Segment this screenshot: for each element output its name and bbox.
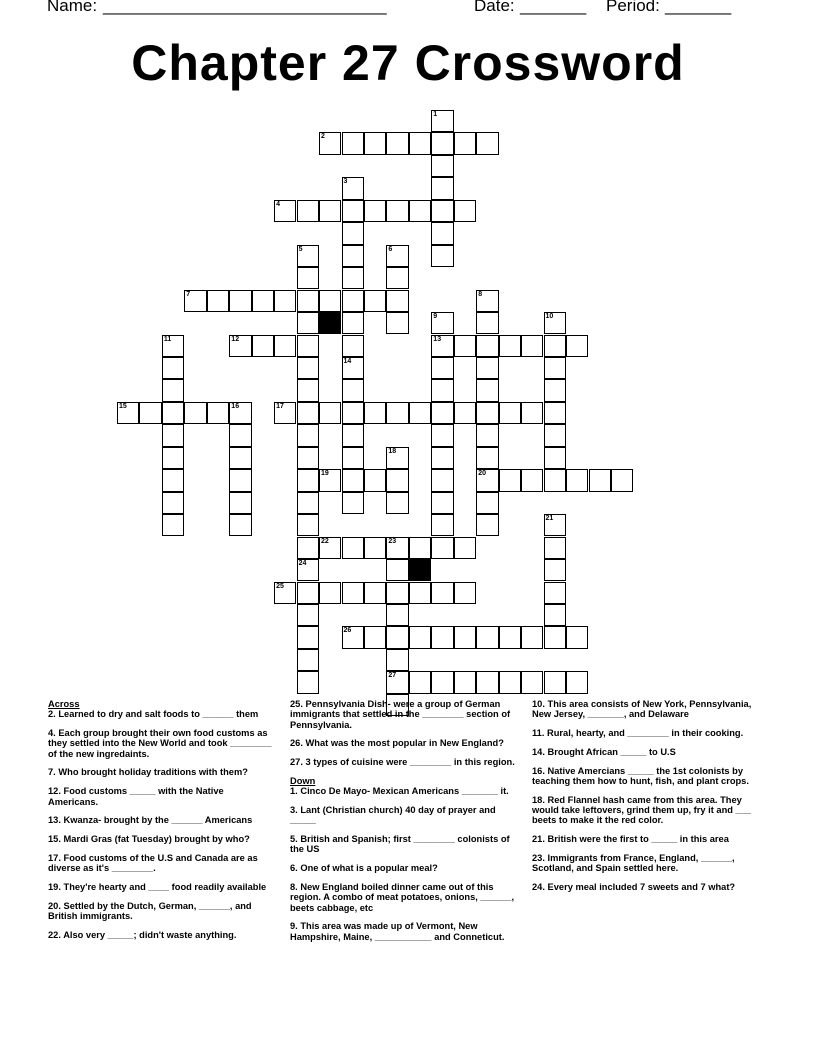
name-label: Name: [47,0,98,15]
grid-cell[interactable] [409,626,431,648]
clue-number: 25 [276,582,284,590]
clue-down-1: 1. Cinco De Mayo- Mexican Americans _______ it. [290,786,509,797]
clue-number: 20 [478,470,486,478]
clue-number: 16 [231,402,240,410]
grid-cell[interactable] [386,537,408,559]
grid-cell[interactable] [229,290,251,312]
grid-cell[interactable] [454,402,476,424]
grid-cell[interactable] [454,671,476,693]
grid-cell[interactable] [364,626,386,648]
grid-cell[interactable] [476,290,498,312]
grid-cell[interactable] [229,447,251,469]
grid-cell[interactable] [342,402,364,424]
grid-cell[interactable] [386,245,408,267]
clue-number: 27 [388,672,397,680]
grid-cell[interactable] [162,402,184,424]
grid-cell[interactable] [297,424,319,446]
grid-cell[interactable] [431,132,453,154]
clue-across-4: 4. Each group brought their own food customs as they settled into the New World and took ________ of the new ingredaints. [48,728,272,759]
grid-cell[interactable] [252,335,274,357]
grid-cell[interactable] [297,469,319,491]
grid-cell[interactable] [386,626,408,648]
date-label: Date: [474,0,515,15]
clue-down-24: 24. Every meal included 7 sweets and 7 what? [532,882,736,893]
clue-down-10: 10. This area consists of New York, Pennsylvania, New Jersey, _______, and Delaware [532,699,752,720]
grid-cell[interactable] [431,514,453,536]
grid-cell[interactable] [499,469,521,491]
grid-cell[interactable] [342,132,364,154]
clue-down-3: 3. Lant (Christian church) 40 day of prayer and _____ [290,805,496,826]
grid-cell[interactable] [364,132,386,154]
grid-cell[interactable] [319,402,341,424]
grid-cell[interactable] [454,132,476,154]
grid-cell[interactable] [476,492,498,514]
clue-across-20: 20. Settled by the Dutch, German, ______, and British immigrants. [48,900,252,922]
clue-number: 1 [433,111,438,118]
clue-number: 24 [298,560,307,567]
grid-cell[interactable] [521,626,543,648]
grid-cell[interactable] [521,671,543,693]
black-square [319,312,341,334]
clue-across-12: 12. Food customs _____ with the Native Americans. [48,786,224,807]
grid-cell[interactable] [544,626,566,648]
grid-cell[interactable] [431,110,453,132]
grid-cell[interactable] [476,402,498,424]
grid-cell[interactable] [521,469,543,491]
clue-number: 14 [343,357,352,365]
grid-cell[interactable] [162,492,184,514]
clue-down-9: 9. This area was made up of Vermont, New Hampshire, Maine, ___________ and Conneticut. [290,921,505,942]
clue-down-21: 21. British were the first to _____ in this area [532,834,729,845]
grid-cell[interactable] [409,402,431,424]
grid-cell[interactable] [342,447,364,469]
grid-cell[interactable] [431,469,453,491]
grid-cell[interactable] [589,469,611,491]
grid-cell[interactable] [319,132,341,154]
grid-cell[interactable] [162,469,184,491]
clue-down-6: 6. One of what is a popular meal? [290,863,438,874]
grid-cell[interactable] [297,559,319,581]
grid-cell[interactable] [499,626,521,648]
grid-cell[interactable] [431,335,453,357]
grid-cell[interactable] [342,177,364,199]
grid-cell[interactable] [566,626,588,648]
grid-cell[interactable] [342,626,364,648]
clue-number: 22 [321,537,329,545]
grid-cell[interactable] [364,469,386,491]
grid-cell[interactable] [521,335,543,357]
clue-number: 11 [163,335,172,343]
grid-cell[interactable] [454,626,476,648]
grid-cell[interactable] [409,200,431,222]
grid-cell[interactable] [342,200,364,222]
grid-cell[interactable] [386,447,408,469]
across-heading: Across [48,699,80,709]
grid-cell[interactable] [431,155,453,177]
grid-cell[interactable] [431,177,453,199]
grid-cell[interactable] [162,424,184,446]
grid-cell[interactable] [207,290,229,312]
grid-cell[interactable] [476,671,498,693]
grid-cell[interactable] [476,514,498,536]
grid-cell[interactable] [342,245,364,267]
grid-cell[interactable] [297,312,319,334]
grid-cell[interactable] [229,469,251,491]
grid-cell[interactable] [431,200,453,222]
grid-cell[interactable] [297,200,319,222]
grid-cell[interactable] [386,604,408,626]
grid-cell[interactable] [297,267,319,289]
clue-number: 4 [276,200,280,208]
grid-cell[interactable] [544,312,566,334]
grid-cell[interactable] [611,469,633,491]
grid-cell[interactable] [342,582,364,604]
clue-number: 7 [186,290,191,298]
grid-cell[interactable] [342,267,364,289]
clue-across-25: 25. Pennsylvania Dish- were a group of German immigrants that settled in the ________ section of Pennsylvania. [290,699,511,730]
grid-cell[interactable] [544,469,566,491]
grid-cell[interactable] [274,290,296,312]
grid-cell[interactable] [544,559,566,581]
clues-column-1 [48,699,276,949]
grid-cell[interactable] [229,335,251,357]
grid-cell[interactable] [229,402,251,424]
grid-cell[interactable] [386,649,408,671]
clues-column-2 [290,699,522,951]
clue-number: 10 [545,313,554,320]
grid-cell[interactable] [207,402,229,424]
grid-cell[interactable] [342,379,364,401]
grid-cell[interactable] [386,402,408,424]
grid-cell[interactable] [544,402,566,424]
clue-number: 15 [119,402,127,410]
grid-cell[interactable] [297,626,319,648]
clue-down-18: 18. Red Flannel hash came from this area. They would take leftovers, grind them up, fry it and ___ beets to make it the red color. [532,794,752,826]
clue-across-15: 15. Mardi Gras (fat Tuesday) brought by who? [48,834,250,845]
grid-cell[interactable] [274,402,296,424]
grid-cell[interactable] [544,357,566,379]
grid-cell[interactable] [386,132,408,154]
grid-cell[interactable] [297,402,319,424]
grid-cell[interactable] [229,492,251,514]
grid-cell[interactable] [476,626,498,648]
grid-cell[interactable] [342,290,364,312]
grid-cell[interactable] [342,492,364,514]
grid-cell[interactable] [139,402,161,424]
grid-cell[interactable] [319,582,341,604]
grid-cell[interactable] [274,200,296,222]
grid-cell[interactable] [364,537,386,559]
grid-cell[interactable] [454,335,476,357]
grid-cell[interactable] [342,335,364,357]
grid-cell[interactable] [409,671,431,693]
grid-cell[interactable] [297,379,319,401]
grid-cell[interactable] [544,335,566,357]
grid-cell[interactable] [252,290,274,312]
clue-number: 12 [231,335,240,343]
grid-cell[interactable] [544,514,566,536]
grid-cell[interactable] [297,290,319,312]
grid-cell[interactable] [297,514,319,536]
clue-across-22: 22. Also very _____; didn't waste anything. [48,929,237,940]
clue-number: 26 [343,627,352,635]
clue-number: 8 [478,290,483,298]
grid-cell[interactable] [431,379,453,401]
grid-cell[interactable] [476,447,498,469]
grid-cell[interactable] [386,582,408,604]
grid-cell[interactable] [319,537,341,559]
grid-cell[interactable] [386,200,408,222]
grid-cell[interactable] [297,245,319,267]
grid-cell[interactable] [431,447,453,469]
grid-cell[interactable] [566,335,588,357]
grid-cell[interactable] [431,424,453,446]
grid-cell[interactable] [342,222,364,244]
grid-cell[interactable] [162,514,184,536]
grid-cell[interactable] [544,671,566,693]
clue-across-2: 2. Learned to dry and salt foods to ______ them [48,709,259,720]
grid-cell[interactable] [297,671,319,693]
grid-cell[interactable] [162,357,184,379]
grid-cell[interactable] [386,312,408,334]
clue-down-8: 8. New England boiled dinner came out of this region. A combo of meat potatoes, onions, ______, beets cabbage, etc [290,882,515,913]
grid-cell[interactable] [476,379,498,401]
page-title: Chapter 27 Crossword [131,35,685,91]
grid-cell[interactable] [431,312,453,334]
grid-cell[interactable] [364,582,386,604]
grid-cell[interactable] [499,335,521,357]
grid-cell[interactable] [521,402,543,424]
grid-cell[interactable] [319,290,341,312]
grid-cell[interactable] [297,492,319,514]
clue-number: 5 [298,245,303,253]
period-label: Period: [606,0,660,15]
clue-across-19: 19. They're hearty and ____ food readily available [48,882,267,893]
clue-number: 18 [388,447,397,455]
grid-cell[interactable] [476,312,498,334]
clue-down-14: 14. Brought African _____ to U.S [532,746,676,757]
grid-cell[interactable] [342,537,364,559]
period-blank[interactable]: _______ [665,0,732,15]
grid-cell[interactable] [431,245,453,267]
grid-cell[interactable] [162,335,184,357]
grid-cell[interactable] [544,537,566,559]
grid-cell[interactable] [431,402,453,424]
grid-cell[interactable] [297,447,319,469]
grid-cell[interactable] [162,379,184,401]
clue-across-7: 7. Who brought holiday traditions with them? [48,767,248,778]
grid-cell[interactable] [342,357,364,379]
clues-column-3 [532,699,768,901]
name-blank[interactable]: ______________________________ [103,0,387,15]
grid-cell[interactable] [184,290,206,312]
clue-number: 21 [545,515,554,523]
clue-across-13: 13. Kwanza- brought by the ______ Americans [48,815,253,826]
grid-cell[interactable] [386,267,408,289]
grid-cell[interactable] [342,424,364,446]
grid-cell[interactable] [476,335,498,357]
clue-across-26: 26. What was the most popular in New England? [290,738,504,749]
clue-number: 13 [433,335,442,343]
grid-cell[interactable] [386,469,408,491]
grid-cell[interactable] [566,671,588,693]
grid-cell[interactable] [229,514,251,536]
grid-cell[interactable] [409,537,431,559]
grid-cell[interactable] [274,335,296,357]
clue-number: 2 [321,133,325,141]
black-square [409,559,431,581]
grid-cell[interactable] [386,559,408,581]
clue-number: 19 [321,470,329,478]
grid-cell[interactable] [297,537,319,559]
grid-cell[interactable] [544,604,566,626]
grid-cell[interactable] [499,402,521,424]
grid-cell[interactable] [431,537,453,559]
grid-cell[interactable] [184,402,206,424]
grid-cell[interactable] [476,424,498,446]
grid-cell[interactable] [544,424,566,446]
grid-cell[interactable] [297,649,319,671]
grid-cell[interactable] [342,312,364,334]
grid-cell[interactable] [454,537,476,559]
grid-cell[interactable] [476,357,498,379]
grid-cell[interactable] [117,402,139,424]
clue-down-23: 23. Immigrants from France, England, ______, Scotland, and Spain settled here. [532,852,735,874]
grid-cell[interactable] [319,200,341,222]
grid-cell[interactable] [431,357,453,379]
grid-cell[interactable] [274,582,296,604]
grid-cell[interactable] [431,582,453,604]
grid-cell[interactable] [364,290,386,312]
down-heading: Down [290,775,316,786]
clue-number: 3 [343,178,348,186]
grid-cell[interactable] [431,222,453,244]
clue-number: 9 [433,313,438,320]
grid-cell[interactable] [364,200,386,222]
grid-cell[interactable] [499,671,521,693]
grid-cell[interactable] [386,492,408,514]
grid-cell[interactable] [162,447,184,469]
grid-cell[interactable] [409,132,431,154]
grid-cell[interactable] [386,290,408,312]
grid-cell[interactable] [454,200,476,222]
grid-cell[interactable] [229,424,251,446]
grid-cell[interactable] [364,402,386,424]
grid-cell[interactable] [454,582,476,604]
clue-number: 6 [388,245,393,253]
clue-down-11: 11. Rural, hearty, and ________ in their cooking. [532,728,744,739]
clue-across-27: 27. 3 types of cuisine were ________ in this region. [290,757,515,768]
clue-number: 17 [276,402,284,410]
grid-cell[interactable] [297,604,319,626]
grid-cell[interactable] [476,132,498,154]
clue-number: 23 [388,537,397,545]
grid-cell[interactable] [409,582,431,604]
grid-cell[interactable] [566,469,588,491]
grid-cell[interactable] [297,582,319,604]
clue-down-5: 5. British and Spanish; first ________ colonists of the US [290,834,510,855]
grid-cell[interactable] [476,469,498,491]
clue-across-17: 17. Food customs of the U.S and Canada are as diverse as it's ________. [48,852,258,874]
grid-cell[interactable] [319,469,341,491]
grid-cell[interactable] [297,335,319,357]
grid-cell[interactable] [544,379,566,401]
clue-down-16: 16. Native Amercians _____ the 1st colonists by teaching them how to hunt, fish, and plant crops. [532,765,749,786]
grid-cell[interactable] [297,357,319,379]
grid-cell[interactable] [431,492,453,514]
grid-cell[interactable] [386,671,408,693]
grid-cell[interactable] [431,671,453,693]
grid-cell[interactable] [431,626,453,648]
grid-cell[interactable] [342,469,364,491]
grid-cell[interactable] [544,582,566,604]
grid-cell[interactable] [544,447,566,469]
date-blank[interactable]: _______ [520,0,587,15]
